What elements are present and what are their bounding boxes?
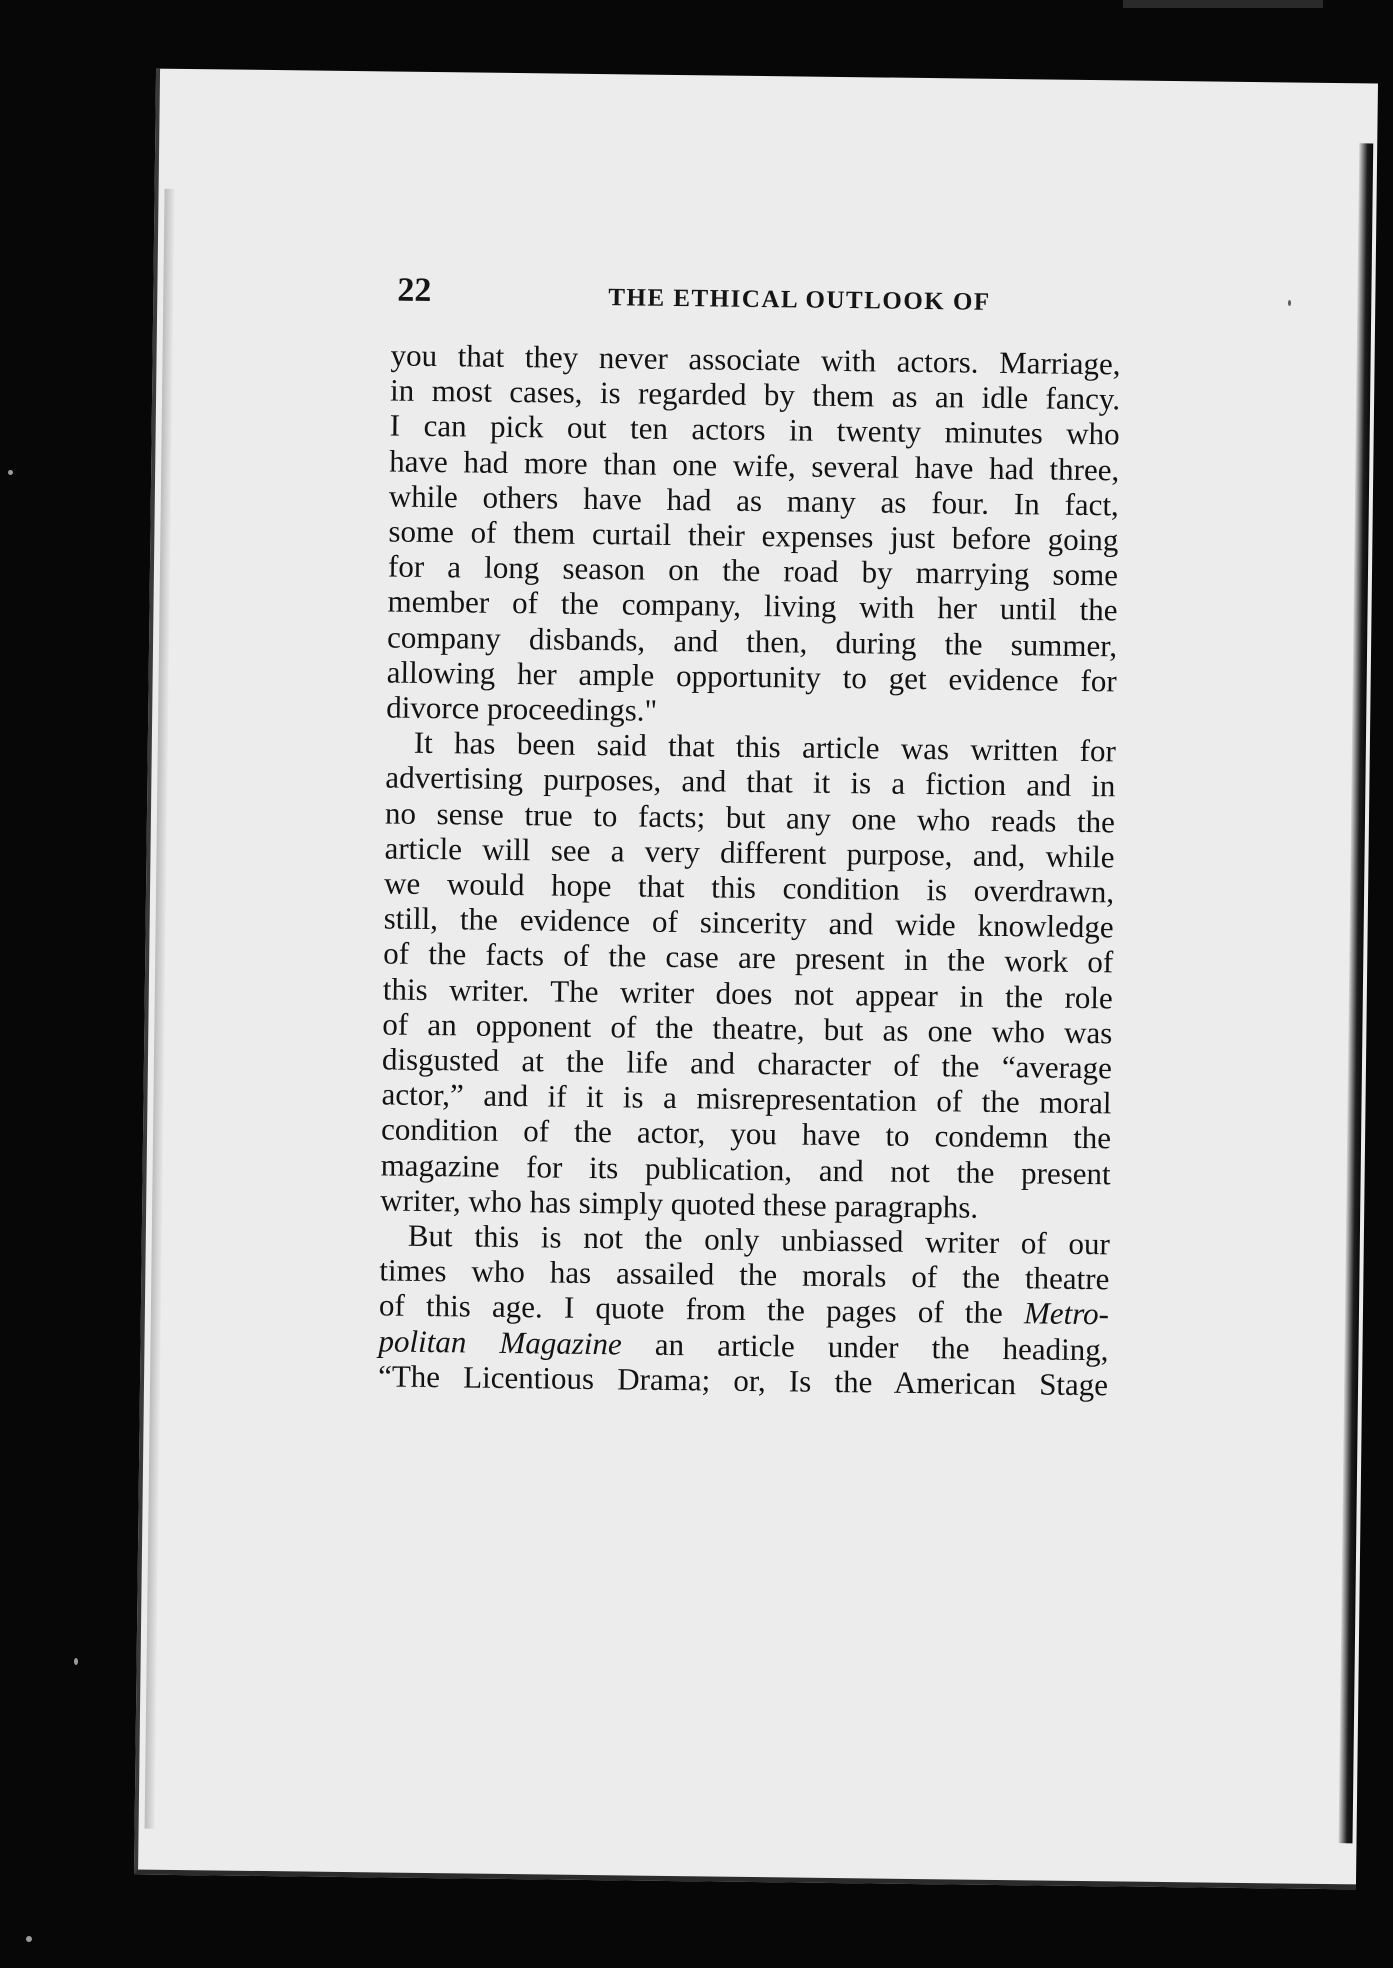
book-page — [134, 69, 1378, 1890]
italic-title-fragment: Metro- — [1023, 1295, 1110, 1332]
text-line: in most cases, is regarded by them as an idle fancy. — [389, 372, 1121, 417]
dust-speck — [8, 470, 13, 475]
text-line: some of them curtail their expenses just before going — [388, 513, 1119, 558]
paragraph-3 — [378, 1218, 1110, 1403]
body-text — [378, 337, 1121, 1402]
text-line: this writer. The writer does not appear in the role — [382, 971, 1114, 1016]
top-edge-tear — [1123, 0, 1323, 8]
text-line: I can pick out ten actors in twenty minutes who — [389, 407, 1120, 452]
text-line: we would hope that this condition is overdrawn, — [383, 865, 1115, 910]
text-line: advertising purposes, and that it is a fiction and in — [385, 759, 1116, 804]
dust-speck — [74, 1658, 78, 1665]
text-line: magazine for its publication, and not the present — [380, 1147, 1111, 1192]
text-line: you that they never associate with actors. Marriage, — [390, 337, 1121, 382]
text-line: condition of the actor, you have to condemn the — [380, 1111, 1112, 1156]
paragraph-1 — [386, 337, 1121, 733]
page-header — [397, 272, 1118, 331]
text-fragment: an article under the heading, — [654, 1326, 1109, 1368]
dust-speck — [26, 1936, 32, 1942]
text-line: writer, who has simply quoted these paragraphs. — [380, 1182, 979, 1225]
gutter-shadow — [145, 189, 175, 1829]
text-line: divorce proceedings." — [386, 689, 658, 728]
text-line: member of the company, living with her until the — [387, 583, 1118, 628]
text-line: still, the evidence of sincerity and wide knowledge — [383, 900, 1114, 945]
text-line: of the facts of the case are present in the work of — [383, 935, 1114, 980]
text-line: disgusted at the life and character of the “average — [381, 1041, 1113, 1086]
dust-speck — [1288, 300, 1291, 306]
text-line: allowing her ample opportunity to get evidence for — [386, 654, 1117, 699]
running-head: THE ETHICAL OUTLOOK OF — [608, 284, 991, 316]
text-line: while others have had as many as four. In fact, — [388, 478, 1120, 523]
text-line: article will see a very different purpose, and, while — [384, 830, 1115, 875]
book-spine-edge — [1338, 143, 1373, 1843]
text-line: no sense true to facts; but any one who reads the — [384, 795, 1116, 840]
text-line: But this is not the only unbiassed writer of our — [407, 1217, 1111, 1262]
text-line: times who has assailed the morals of the theatre — [379, 1252, 1110, 1297]
text-line: for a long season on the road by marrying some — [387, 548, 1119, 593]
text-line: of an opponent of the theatre, but as one who was — [382, 1006, 1113, 1051]
text-line: company disbands, and then, during the summer, — [386, 619, 1118, 664]
text-line: have had more than one wife, several have had three, — [389, 443, 1120, 488]
text-line: It has been said that this article was written for — [413, 725, 1117, 769]
italic-title-fragment: politan Magazine — [378, 1323, 622, 1362]
page-number: 22 — [397, 271, 432, 309]
text-fragment: of this age. I quote from the pages of the — [378, 1287, 1003, 1331]
text-line: “The Licentious Drama; or, Is the American Stage — [377, 1358, 1109, 1403]
text-line: actor,” and if it is a misrepresentation of the moral — [381, 1076, 1112, 1121]
paragraph-2 — [380, 725, 1116, 1227]
